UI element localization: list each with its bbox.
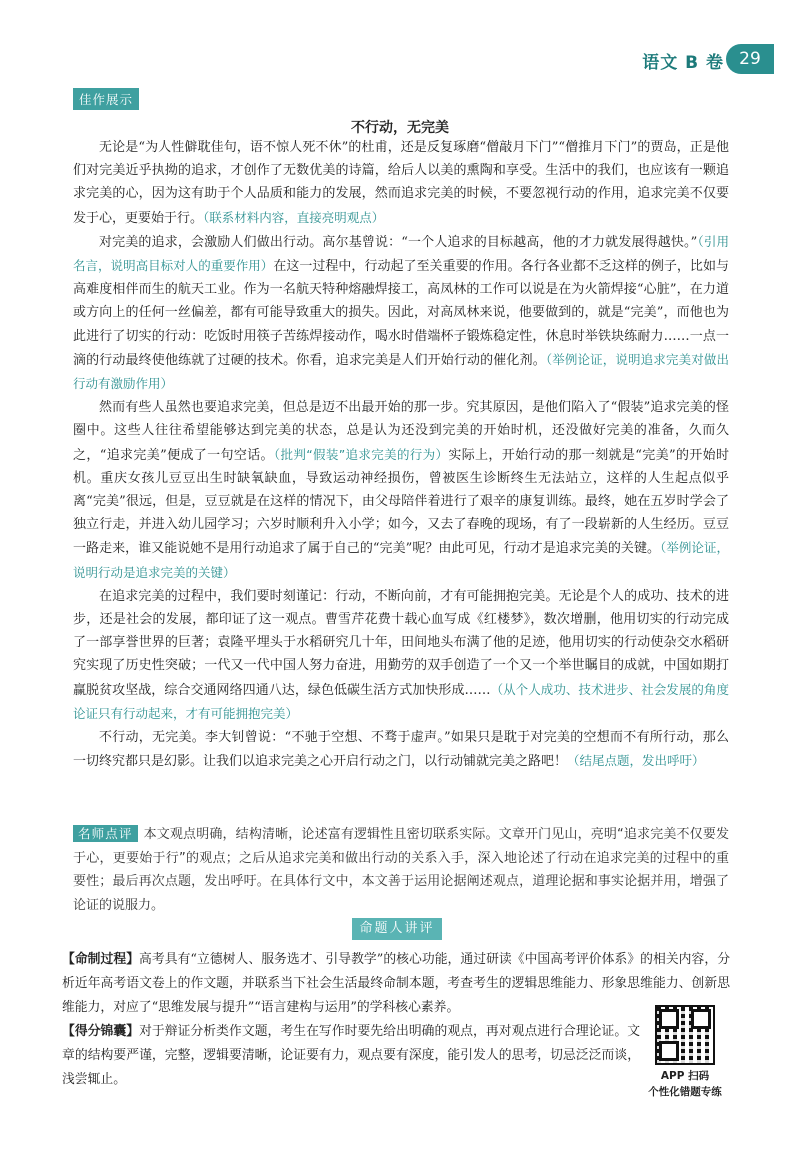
paragraph-text: 无论是“为人性僻耽佳句，语不惊人死不休”的杜甫，还是反复琢磨“僧敲月下门”“僧推月下门”的贾岛，正是他们对完美近乎执拗的追求，才创作了无数优美的诗篇，给后人以美的熏陶和享受。生活中的我们，也应该有一颗追求完美的心，因为这有助于个人品质和能力的发展，然而追求完美的时候，不要忽视行动的作用，追求完美不仅要发于心，更要始于行。 (73, 140, 729, 226)
paragraph-5 (73, 726, 729, 773)
lecture-text: 高考具有“立德树人、服务选才、引导教学”的核心功能，通过研读《中国高考评价体系》的相关内容，分析近年高考语文卷上的作文题，并联系当下社会生活最终命制本题，考查考生的逻辑思维能力、形象思维能力、创新思维能力，对应了“思维发展与提升”“语言建构与运用”的学科核心素养。 (62, 952, 730, 1015)
annotation: （批判“假装”追求完美的行为） (273, 446, 449, 462)
annotation: （结尾点题，发出呼吁） (567, 753, 705, 769)
paragraph-text: 然而有些人虽然也要追求完美，但总是迈不出最开始的那一步。究其原因，是他们陷入了“假装”追求完美的怪圈中。这些人往往希望能够达到完美的状态，总是认为还没到完美的开始时机，还没做好完美的准备，久而久之，“追求完美”便成了一句空话。 (73, 400, 729, 463)
section-banner: 命题人讲评 (352, 918, 442, 940)
paragraph-text: 不行动，无完美。李大钊曾说：“不驰于空想、不骛于虚声。”如果只是耽于对完美的空想而不有所行动，那么一切终究都只是幻影。让我们以追求完美之心开启行动之门，以行动铺就完美之路吧！ (73, 730, 729, 770)
qr-caption-2: 个性化错题专练 (648, 1086, 722, 1098)
paragraph-text: 在追求完美的过程中，我们要时刻谨记：行动，不断向前，才有可能拥抱完美。无论是个人的成功、技术的进步，还是社会的发展，都印证了这一观点。曹雪芹花费十载心血写成《红楼梦》，数次增删，他用切实的行动完成了一部享誉世界的巨著；袁隆平埋头于水稻研究几十年，田间地头布满了他的足迹，他用切实的行动使杂交水稻研究实现了历史性突破；一代又一代中国人努力奋进，用勤劳的双手创造了一个又一个举世瞩目的成就，中国如期打赢脱贫攻坚战，综合交通网络四通八达，绿色低碳生活方式加快形成…… (73, 588, 729, 698)
paragraph-4 (73, 585, 729, 726)
essay-title: 不行动，无完美 (351, 120, 449, 136)
review-tag: 名师点评 (73, 825, 138, 842)
qr-code-icon[interactable] (655, 1005, 715, 1065)
annotation: （举例论证，说明追求完美对做出行动有激励作用） (73, 351, 729, 392)
lecture-label: 【命制过程】 (62, 952, 140, 967)
teacher-review (73, 822, 729, 917)
header-title: 语文 B 卷 (642, 53, 724, 73)
paragraph-2 (73, 230, 729, 396)
review-text: 本文观点明确，结构清晰，论述富有逻辑性且密切联系实际。文章开门见山，亮明“追求完美不仅要发于心，更要始于行”的观点；之后从追求完美和做出行动的关系入手，深入地论述了行动在追求完美的过程中的重要性；最后再次点题，发出呼吁。在具体行文中，本文善于运用论据阐述观点，道理论据和事实论据并用，增强了论证的说服力。 (73, 827, 729, 913)
lecture-text: 对于辩证分析类作文题，考生在写作时要先给出明确的观点，再对观点进行合理论证。文章的结构要严谨，完整，逻辑要清晰，论证要有力，观点要有深度，能引发人的思考，切忌泛泛而谈，浅尝辄止。 (62, 1024, 641, 1087)
paragraph-text: 在这一过程中，行动起了至关重要的作用。各行各业都不乏这样的例子，比如与高难度相伴而生的航天工业。作为一名航天特种熔融焊接工，高凤林的工作可以说是在为火箭焊接“心脏”，在力道或方向上的任何一丝偏差，都有可能导致重大的损失。因此，对高凤林来说，他要做到的，就是“完美”，而他也为此进行了切实的行动：吃饭时用筷子苦练焊接动作，喝水时借端杯子锻炼稳定性，休息时举铁块练耐力……一点一滴的行动最终使他练就了过硬的技术。你看，追求完美是人们开始行动的催化剂。 (73, 259, 729, 368)
annotation: （举例论证，说明行动是追求完美的关键） (73, 540, 729, 580)
lecture-label: 【得分锦囊】 (62, 1024, 140, 1039)
annotation: （从个人成功、技术进步、社会发展的角度论证只有行动起来，才有可能拥抱完美） (73, 681, 729, 721)
annotation: （联系材料内容，直接亮明观点） (203, 209, 385, 225)
paragraph-1 (73, 136, 729, 230)
page-header (610, 0, 800, 40)
section-tag: 佳作展示 (73, 88, 139, 110)
paragraph-3 (73, 396, 729, 585)
paragraph-text: 实际上，开始行动的那一刻就是“完美”的开始时机。重庆女孩儿豆豆出生时缺氧缺血，导致运动神经损伤，曾被医生诊断终生无法站立，这样的人生起点似乎离“完美”很远，但是，豆豆就是在这样的情况下，由父母陪伴着进行了艰辛的康复训练。最终，她在五岁时学会了独立行走，并进入幼儿园学习；六岁时顺利升入小学；如今，又去了春晚的现场，有了一段崭新的人生经历。豆豆一路走来，谁又能说她不是用行动追求了属于自己的“完美”呢？由此可见，行动才是追求完美的关键。 (73, 447, 730, 557)
annotation: （引用名言，说明高目标对人的重要作用） (73, 233, 729, 274)
qr-caption-1: APP 扫码 (660, 1070, 710, 1082)
paragraph-text: 对完美的追求，会激励人们做出行动。高尔基曾说：“一个人追求的目标越高，他的才力就发展得越快。” (99, 234, 698, 250)
essay-body (73, 136, 729, 773)
page-number: 29 (726, 44, 774, 74)
lecture-item (62, 948, 730, 1020)
